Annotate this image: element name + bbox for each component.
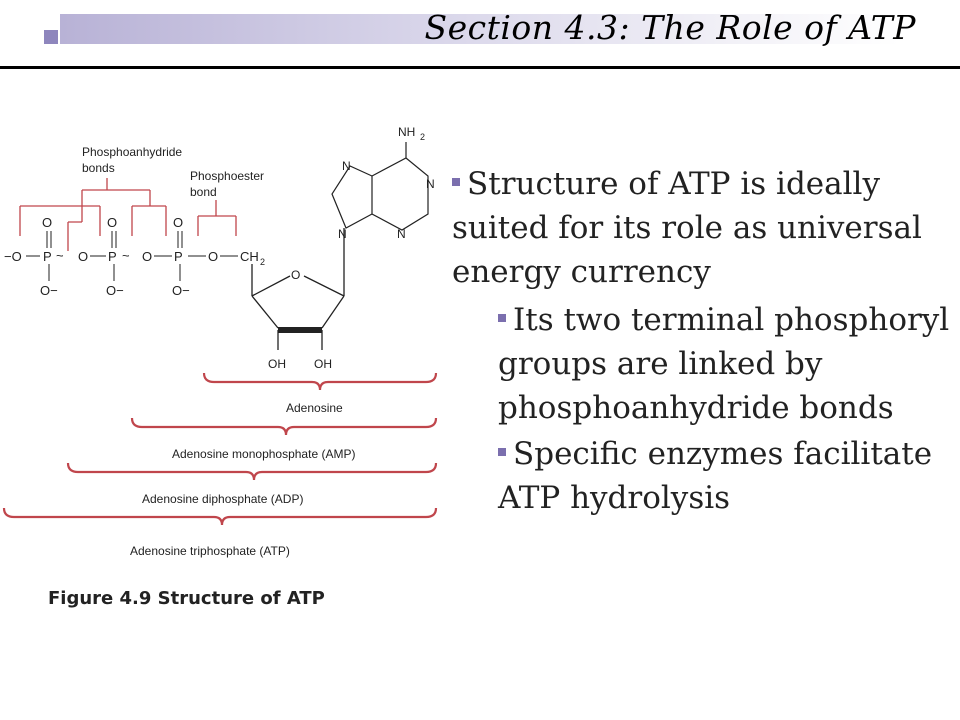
svg-text:2: 2 (260, 257, 266, 267)
bullet-sub-1-text: Its two terminal phosphoryl groups are linked by phosphoanhydride bonds (498, 302, 950, 426)
bullet-marker-icon (498, 314, 506, 322)
bullet-main (452, 162, 952, 294)
svg-text:O−: O− (172, 283, 190, 298)
title-divider (0, 66, 960, 69)
svg-text:O: O (142, 249, 153, 264)
label-adp: Adenosine diphosphate (ADP) (142, 492, 304, 506)
svg-text:P: P (174, 249, 183, 264)
svg-text:~: ~ (122, 248, 130, 263)
deco-square-small (44, 30, 58, 44)
figure-caption: Figure 4.9 Structure of ATP (48, 588, 325, 609)
svg-text:P: P (108, 249, 117, 264)
svg-text:O: O (208, 249, 219, 264)
svg-text:N: N (397, 227, 406, 241)
bullet-sub-1 (498, 298, 952, 430)
atp-structure-figure (0, 118, 445, 578)
svg-text:O: O (107, 215, 118, 230)
svg-text:O: O (173, 215, 184, 230)
adenine-labels (338, 125, 435, 241)
bullet-list (452, 162, 952, 520)
svg-text:~: ~ (56, 248, 64, 263)
svg-text:CH: CH (240, 249, 259, 264)
svg-text:−O: −O (4, 249, 22, 264)
svg-text:OH: OH (268, 357, 286, 371)
svg-text:P: P (43, 249, 52, 264)
svg-text:O: O (291, 268, 301, 282)
label-atp: Adenosine triphosphate (ATP) (130, 544, 290, 558)
label-amp: Adenosine monophosphate (AMP) (172, 447, 356, 461)
ribose-ring (252, 228, 344, 350)
svg-text:N: N (426, 177, 435, 191)
svg-text:O−: O− (106, 283, 124, 298)
phosphate-chain (4, 215, 265, 298)
bullet-marker-icon (498, 448, 506, 456)
label-phosphoester-2: bond (190, 185, 217, 199)
svg-text:OH: OH (314, 357, 332, 371)
svg-text:O: O (78, 249, 89, 264)
label-phosphoester-1: Phosphoester (190, 169, 265, 183)
svg-text:N: N (338, 227, 347, 241)
bullet-sub-2 (498, 432, 952, 520)
svg-text:2: 2 (420, 132, 426, 142)
slide-title: Section 4.3: The Role of ATP (424, 8, 916, 47)
label-phosphoanhydride-2: bonds (82, 161, 115, 175)
svg-text:O: O (42, 215, 53, 230)
adenine-base (332, 142, 428, 230)
label-phosphoanhydride-1: Phosphoanhydride (82, 145, 183, 159)
svg-text:N: N (342, 159, 351, 173)
svg-text:NH: NH (398, 125, 416, 139)
bullet-main-text: Structure of ATP is ideally suited for its role as universal energy currency (452, 166, 922, 290)
bullet-sub-2-text: Specific enzymes facilitate ATP hydrolysis (498, 436, 933, 516)
label-adenosine: Adenosine (286, 401, 343, 415)
svg-text:O−: O− (40, 283, 58, 298)
ribose-labels (268, 268, 332, 371)
bullet-marker-icon (452, 178, 460, 186)
